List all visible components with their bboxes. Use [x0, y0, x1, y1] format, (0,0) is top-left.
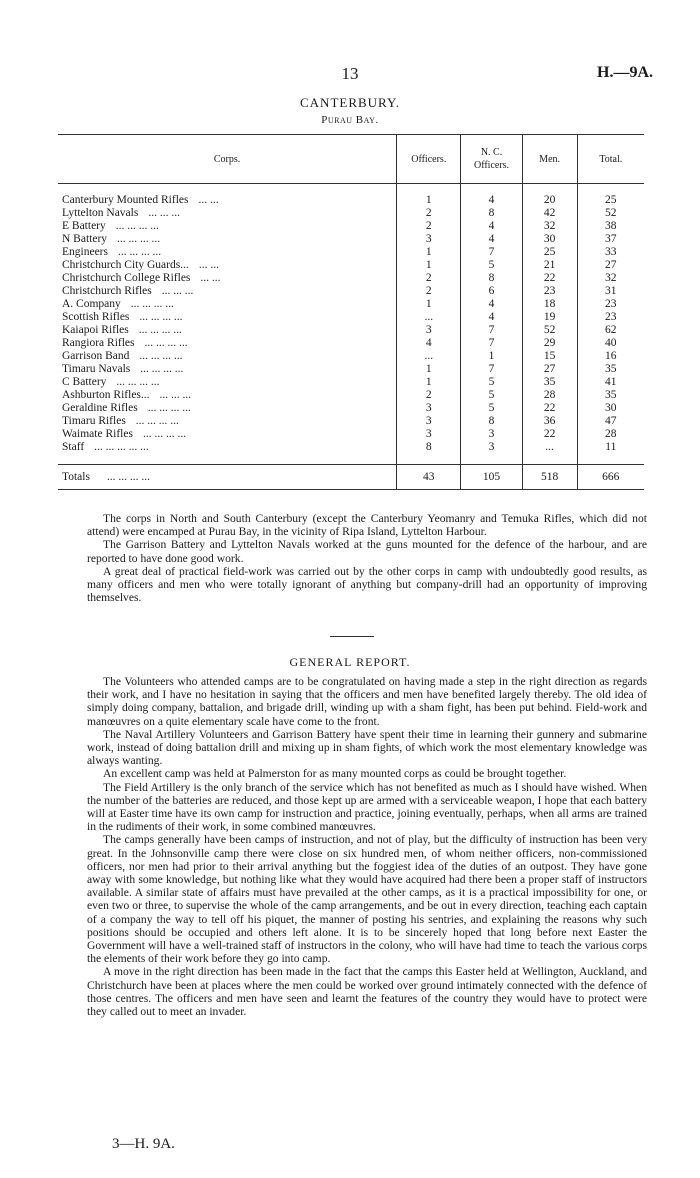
corps-name: [58, 220, 397, 233]
leader-dots: ... ...: [198, 194, 219, 206]
leader-dots: ... ...: [200, 272, 221, 284]
officers-cell: 3: [397, 233, 461, 246]
corps-name: [58, 389, 397, 402]
officers-cell: 3: [397, 415, 461, 428]
nco-cell: 4: [461, 311, 522, 324]
leader-dots: ... ... ... ...: [116, 376, 160, 388]
men-cell: 52: [522, 324, 577, 337]
men-cell: 42: [522, 207, 577, 220]
leader-dots: ... ... ... ...: [117, 246, 162, 258]
officers-cell: 2: [397, 389, 461, 402]
paragraph: The camps generally have been camps of instruction, and not of play, but the difficulty of instruction has been very great. In the Johnsonville camp there were close on six hundred men, of whom neither officers, non-commissioned officers, nor men had prior to their arrival anything but the foggiest idea of the duties of an outpost. They have gone away with some knowledge, but nothing like what they would have acquired had there been a proper staff of instructors available. A similar state of affairs must have prevailed at the other camps, as it is a practical impossibility for one, or even two or three, to supervise the whole of the camp arrangements, and be out in every direction, teaching each captain of a company the way to tell off his piquet, the manner of posting his sentries, and explaining the reasons why such positions should be occupied and others left alone. It is to be sincerely hoped that long before next Easter the Government will have a well-trained staff of instructors in the colony, who will have had time to teach the various corps the elements of their work before they go into camp.: [87, 833, 647, 966]
corps-name: [58, 415, 397, 428]
corps-name: [58, 350, 397, 363]
corps-label: Garrison Band: [62, 350, 130, 362]
corps-name: [58, 246, 397, 259]
officers-cell: 1: [397, 259, 461, 272]
table-row: [58, 207, 644, 220]
totals-men: 518: [522, 465, 577, 490]
general-report-body: [87, 675, 647, 1018]
table-row: [58, 272, 644, 285]
officers-cell: 3: [397, 428, 461, 441]
total-cell: 16: [577, 350, 644, 363]
leader-dots: ... ... ... ...: [138, 324, 182, 336]
corps-name: [58, 272, 397, 285]
table-row: [58, 259, 644, 272]
total-cell: 52: [577, 207, 644, 220]
paragraph: The Volunteers who attended camps are to be congratulated on having made a step in the right direction as regards their work, and I have no hesitation in saying that the officers and men have benefited largely thereby. The old idea of simply doing company, battalion, and brigade drill, winding up with a sham fight, has been put behind. Field-work and manœuvres on a quite elementary scale have come to the front.: [87, 675, 647, 728]
officers-cell: 2: [397, 207, 461, 220]
nco-cell: 5: [461, 402, 522, 415]
total-cell: 32: [577, 272, 644, 285]
corps-label: N Battery: [62, 233, 108, 245]
nco-cell: 3: [461, 441, 522, 454]
table-row: [58, 194, 644, 207]
men-cell: 22: [522, 428, 577, 441]
men-cell: 35: [522, 376, 577, 389]
paragraph: A move in the right direction has been made in the fact that the camps this Easter held at Wellington, Auckland, and Christchurch have been at places where the men could be worked over ground intimately connected with the defence of those centres. The officers and men have seen and learnt the features of the country they would have to protect were they called out to meet an invader.: [87, 965, 647, 1019]
nco-cell: 7: [461, 337, 522, 350]
men-cell: 21: [522, 259, 577, 272]
header-total: Total.: [577, 135, 644, 184]
table-row: [58, 324, 644, 337]
corps-name: [58, 233, 397, 246]
corps-label: Engineers: [62, 246, 108, 258]
officers-cell: 2: [397, 272, 461, 285]
section-title: CANTERBURY.: [300, 95, 400, 110]
corps-label: Christchurch Rifles: [62, 285, 152, 297]
men-cell: 15: [522, 350, 577, 363]
table-row: [58, 220, 644, 233]
paragraph: The corps in North and South Canterbury (except the Canterbury Yeomanry and Temuka Rifles, which did not attend) were encamped at Purau Bay, in the vicinity of Ripa Island, Lyttelton Harbour.: [87, 512, 647, 539]
nco-cell: 4: [461, 233, 522, 246]
officers-cell: 1: [397, 246, 461, 259]
leader-dots: ... ... ... ... ...: [94, 441, 149, 453]
nco-cell: 5: [461, 389, 522, 402]
table-row: [58, 298, 644, 311]
total-cell: 23: [577, 298, 644, 311]
section-divider: [330, 636, 374, 637]
header-officers: Officers.: [397, 135, 461, 184]
total-cell: 11: [577, 441, 644, 454]
total-cell: 38: [577, 220, 644, 233]
header-men: Men.: [522, 135, 577, 184]
leader-dots: ... ... ... ...: [115, 220, 159, 232]
totals-row: [58, 465, 644, 490]
totals-label: Totals: [62, 470, 90, 483]
corps-name: [58, 376, 397, 389]
officers-cell: 1: [397, 363, 461, 376]
corps-name: [58, 298, 397, 311]
table-row: [58, 337, 644, 350]
table-row: [58, 428, 644, 441]
nco-cell: 3: [461, 428, 522, 441]
corps-label: Rangiora Rifles: [62, 337, 135, 349]
section-subtitle: Purau Bay.: [321, 114, 379, 126]
total-cell: 28: [577, 428, 644, 441]
nco-cell: 1: [461, 350, 522, 363]
corps-label: Staff: [62, 441, 85, 453]
total-cell: 23: [577, 311, 644, 324]
header-nco-line1: N. C.: [480, 147, 503, 158]
header-nco-officers: [461, 135, 522, 184]
nco-cell: 7: [461, 324, 522, 337]
total-cell: 37: [577, 233, 644, 246]
nco-cell: 7: [461, 246, 522, 259]
table-row: [58, 376, 644, 389]
corps-name: [58, 194, 397, 207]
leader-dots: ... ...: [198, 259, 219, 271]
leader-dots: ... ... ... ...: [139, 311, 183, 323]
table-header-row: [58, 135, 644, 184]
total-cell: 47: [577, 415, 644, 428]
corps-label: Christchurch College Rifles: [62, 272, 191, 284]
total-cell: 62: [577, 324, 644, 337]
officers-cell: ...: [397, 350, 461, 363]
nco-cell: 7: [461, 363, 522, 376]
officers-cell: 1: [397, 194, 461, 207]
table-row: [58, 246, 644, 259]
total-cell: 25: [577, 194, 644, 207]
men-cell: 28: [522, 389, 577, 402]
header-corps: Corps.: [58, 135, 397, 184]
corps-table: [58, 134, 644, 490]
corps-name: [58, 337, 397, 350]
totals-nco: 105: [461, 465, 522, 490]
officers-cell: 3: [397, 402, 461, 415]
corps-label: Geraldine Rifles: [62, 402, 138, 414]
officers-cell: 3: [397, 324, 461, 337]
paragraph: The Garrison Battery and Lyttelton Navals worked at the guns mounted for the defence of the harbour, and are reported to have done good work.: [87, 538, 647, 565]
men-cell: 27: [522, 363, 577, 376]
table-row: [58, 285, 644, 298]
officers-cell: 1: [397, 298, 461, 311]
corps-label: Waimate Rifles: [62, 428, 133, 440]
corps-label: A. Company: [62, 298, 121, 310]
leader-dots: ... ... ... ...: [144, 337, 188, 349]
nco-cell: 6: [461, 285, 522, 298]
paragraph: A great deal of practical field-work was carried out by the other corps in camp with undoubtedly good results, as many officers and men who were totally ignorant of anything but company-drill had an opportunity of improving themselves.: [87, 564, 647, 605]
corps-label: E Battery: [62, 220, 106, 232]
leader-dots: ... ... ... ...: [117, 233, 161, 245]
totals-dots: ... ... ... ...: [106, 470, 150, 483]
table-row: [58, 350, 644, 363]
total-cell: 40: [577, 337, 644, 350]
table-row: [58, 363, 644, 376]
page-number: 13: [341, 64, 359, 83]
table-row: [58, 402, 644, 415]
leader-dots: ... ... ...: [159, 389, 192, 401]
total-cell: 41: [577, 376, 644, 389]
corps-label: C Battery: [62, 376, 107, 388]
corps-label: Ashburton Rifles...: [62, 389, 150, 401]
nco-cell: 8: [461, 272, 522, 285]
corps-label: Christchurch City Guards...: [62, 259, 189, 271]
corps-label: Canterbury Mounted Rifles: [62, 194, 189, 206]
leader-dots: ... ... ... ...: [140, 363, 184, 375]
corps-label: Kaiapoi Rifles: [62, 324, 129, 336]
officers-cell: 2: [397, 285, 461, 298]
paragraph: The Naval Artillery Volunteers and Garrison Battery have spent their time in learning their gunnery and submarine work, instead of doing battalion drill and mixing up in sham fights, of which work the most elementary knowledge was always wanting.: [87, 727, 647, 768]
table-row: [58, 311, 644, 324]
leader-dots: ... ... ... ...: [147, 402, 191, 414]
corps-name: [58, 207, 397, 220]
nco-cell: 4: [461, 220, 522, 233]
table-row: [58, 389, 644, 402]
men-cell: 32: [522, 220, 577, 233]
men-cell: 36: [522, 415, 577, 428]
corps-label: Timaru Rifles: [62, 415, 126, 427]
nco-cell: 5: [461, 376, 522, 389]
table-row: [58, 441, 644, 454]
leader-dots: ... ... ... ...: [135, 415, 179, 427]
table-row: [58, 415, 644, 428]
header-nco-line2: Officers.: [473, 160, 510, 171]
men-cell: 30: [522, 233, 577, 246]
leader-dots: ... ... ...: [161, 285, 194, 297]
leader-dots: ... ... ... ...: [130, 298, 174, 310]
corps-label: Scottish Rifles: [62, 311, 130, 323]
corps-name: [58, 259, 397, 272]
men-cell: 23: [522, 285, 577, 298]
paragraph: An excellent camp was held at Palmerston for as many mounted corps as could be brought together.: [103, 767, 567, 781]
officers-cell: 1: [397, 376, 461, 389]
total-cell: 35: [577, 389, 644, 402]
corps-name: [58, 363, 397, 376]
total-cell: 33: [577, 246, 644, 259]
men-cell: 18: [522, 298, 577, 311]
men-cell: ...: [522, 441, 577, 454]
leader-dots: ... ... ... ...: [142, 428, 187, 440]
paragraph: The Field Artillery is the only branch of the service which has not benefited as much as I should have wished. When the number of the batteries are reduced, and those kept up are armed with a serviceable weapon, I hope that each battery will at Easter time have its own camp for instruction and practice, joining eventually, perhaps, when all arms are trained in the rudiments of their work, in some combined manœuvres.: [87, 780, 647, 834]
leader-dots: ... ... ... ...: [139, 350, 183, 362]
corps-name: [58, 311, 397, 324]
nco-cell: 4: [461, 194, 522, 207]
men-cell: 19: [522, 311, 577, 324]
officers-cell: 8: [397, 441, 461, 454]
men-cell: 22: [522, 272, 577, 285]
officers-cell: 2: [397, 220, 461, 233]
corps-label: Timaru Navals: [62, 363, 131, 375]
officers-cell: ...: [397, 311, 461, 324]
nco-cell: 5: [461, 259, 522, 272]
totals-total: 666: [577, 465, 644, 490]
corps-name: [58, 428, 397, 441]
men-cell: 29: [522, 337, 577, 350]
corps-name: [58, 402, 397, 415]
table-row: [58, 233, 644, 246]
corps-name: [58, 324, 397, 337]
general-report-heading: GENERAL REPORT.: [289, 655, 411, 669]
men-cell: 22: [522, 402, 577, 415]
total-cell: 31: [577, 285, 644, 298]
leader-dots: ... ... ...: [148, 207, 180, 219]
corps-name: [58, 441, 397, 454]
page-reference: H.—9A.: [597, 64, 653, 81]
total-cell: 27: [577, 259, 644, 272]
totals-officers: 43: [397, 465, 461, 490]
men-cell: 25: [522, 246, 577, 259]
men-cell: 20: [522, 194, 577, 207]
total-cell: 35: [577, 363, 644, 376]
nco-cell: 8: [461, 207, 522, 220]
nco-cell: 4: [461, 298, 522, 311]
footer-signature: 3—H. 9A.: [112, 1136, 175, 1152]
officers-cell: 4: [397, 337, 461, 350]
canterbury-paragraphs: [87, 512, 647, 604]
corps-label: Lyttelton Navals: [62, 207, 139, 219]
total-cell: 30: [577, 402, 644, 415]
corps-name: [58, 285, 397, 298]
nco-cell: 8: [461, 415, 522, 428]
